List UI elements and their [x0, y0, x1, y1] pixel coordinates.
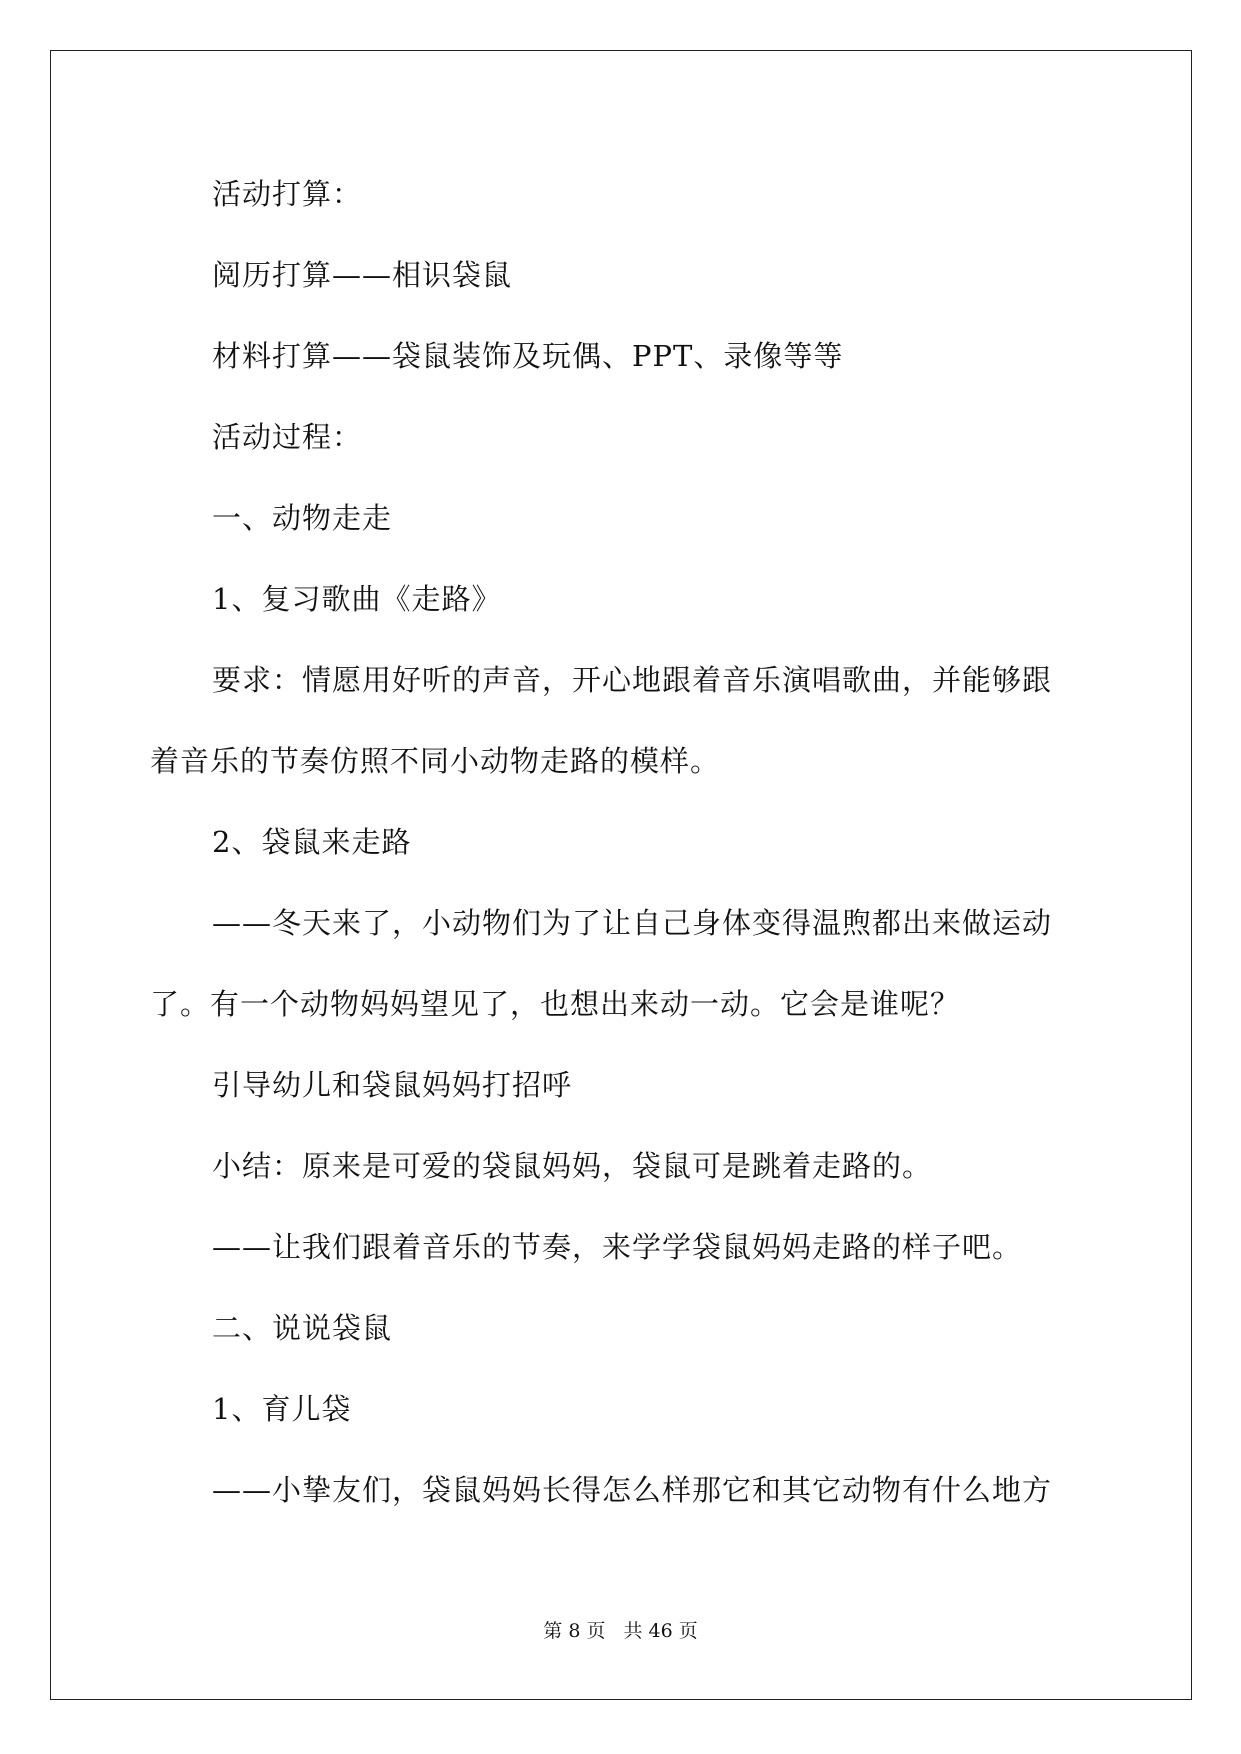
paragraph-line: 引导幼儿和袋鼠妈妈打招呼 — [212, 1068, 573, 1102]
paragraph-line: 着音乐的节奏仿照不同小动物走路的模样。 — [150, 744, 721, 778]
paragraph-line: 材料打算——袋鼠装饰及玩偶、PPT、录像等等 — [212, 339, 844, 373]
page-border — [50, 50, 1192, 1700]
paragraph-line: 二、说说袋鼠 — [212, 1311, 393, 1345]
paragraph-line: 1、育儿袋 — [212, 1392, 352, 1426]
total-pages: 共 46 页 — [623, 1620, 698, 1642]
paragraph-line: 活动打算： — [212, 177, 363, 211]
paragraph-line: 小结：原来是可爱的袋鼠妈妈，袋鼠可是跳着走路的。 — [212, 1149, 933, 1183]
paragraph-line: ——让我们跟着音乐的节奏，来学学袋鼠妈妈走路的样子吧。 — [212, 1230, 1023, 1264]
paragraph-line: ——小挚友们，袋鼠妈妈长得怎么样那它和其它动物有什么地方 — [212, 1473, 1053, 1507]
paragraph-line: 一、动物走走 — [212, 501, 393, 535]
page-number: 第 8 页 — [543, 1620, 606, 1642]
paragraph-line: 1、复习歌曲《走路》 — [212, 582, 502, 616]
paragraph-line: 2、袋鼠来走路 — [212, 825, 412, 859]
paragraph-line: 活动过程： — [212, 420, 363, 454]
paragraph-line: 了。有一个动物妈妈望见了，也想出来动一动。它会是谁呢？ — [150, 987, 961, 1021]
paragraph-line: 要求：情愿用好听的声音，开心地跟着音乐演唱歌曲，并能够跟 — [212, 663, 1053, 697]
paragraph-line: ——冬天来了，小动物们为了让自己身体变得温煦都出来做运动 — [212, 906, 1053, 940]
paragraph-line: 阅历打算——相识袋鼠 — [212, 258, 513, 292]
page-footer — [0, 1619, 1241, 1643]
